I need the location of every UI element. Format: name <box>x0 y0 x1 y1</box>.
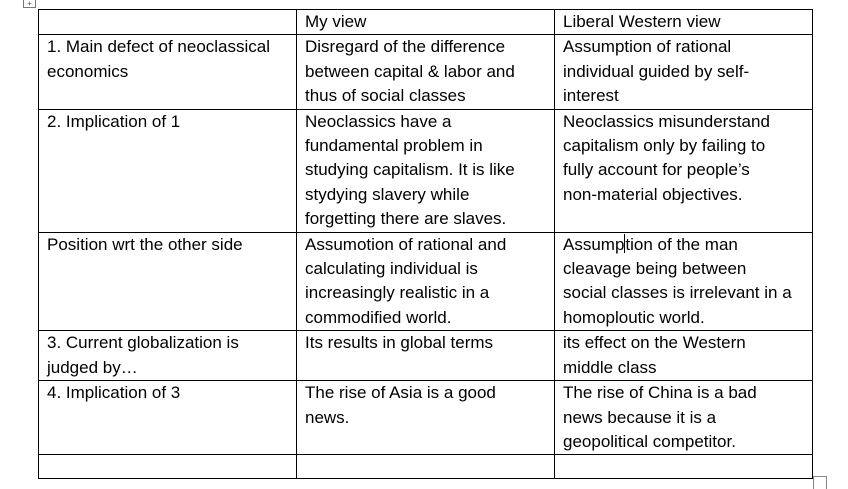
liberal-view-cell[interactable] <box>555 232 813 331</box>
cell-line: fully account for people’s <box>563 160 750 180</box>
cell-line: homoploutic world. <box>563 307 705 327</box>
table-row <box>39 35 813 109</box>
liberal-view-cell[interactable] <box>555 381 813 455</box>
cell-line: forgetting there are slaves. <box>305 209 507 229</box>
cell-line: judged by… <box>47 357 138 377</box>
cell-line: increasingly realistic in a <box>305 283 490 303</box>
row-label-cell[interactable] <box>39 232 297 331</box>
empty-cell[interactable] <box>39 455 297 479</box>
cell-line: stydying slavery while <box>305 184 470 204</box>
cell-line: Disregard of the difference <box>305 37 506 57</box>
table-row <box>39 331 813 381</box>
cell-line: Position wrt the other side <box>47 234 243 254</box>
table-row <box>39 381 813 455</box>
cell-line: interest <box>563 86 619 106</box>
cell-line: Assumotion of rational and <box>305 234 507 254</box>
cell-line: studying capitalism. It is like <box>305 160 515 180</box>
liberal-view-cell[interactable] <box>555 109 813 232</box>
table-resize-handle-icon[interactable] <box>813 476 827 489</box>
cell-line <box>563 233 804 257</box>
table-row <box>39 232 813 331</box>
cell-line: Its results in global terms <box>305 333 494 353</box>
liberal-view-cell[interactable] <box>555 35 813 109</box>
header-cell-liberal-western-view[interactable]: Liberal Western view <box>555 10 813 35</box>
cell-text-segment: Assump <box>563 234 625 254</box>
cell-line: economics <box>47 61 129 81</box>
header-cell-empty[interactable] <box>39 10 297 35</box>
table-row <box>39 109 813 232</box>
cell-line: fundamental problem in <box>305 136 483 156</box>
cell-line: non-material objectives. <box>563 184 743 204</box>
cell-line: calculating individual is <box>305 259 478 279</box>
row-label-cell[interactable] <box>39 35 297 109</box>
row-label-cell[interactable] <box>39 109 297 232</box>
cell-text-segment: tion of the man <box>625 234 738 254</box>
table-move-handle-icon[interactable]: + <box>23 0 36 8</box>
my-view-cell[interactable] <box>297 232 555 331</box>
header-cell-my-view[interactable]: My view <box>297 10 555 35</box>
cell-line: thus of social classes <box>305 86 466 106</box>
cell-line: The rise of Asia is a good <box>305 383 496 403</box>
cell-line: individual guided by self- <box>563 61 750 81</box>
cell-line: news. <box>305 407 350 427</box>
table-header-row <box>39 10 813 35</box>
row-label-cell[interactable] <box>39 331 297 381</box>
cell-line: 3. Current globalization is <box>47 333 239 353</box>
cell-line: commodified world. <box>305 307 452 327</box>
cell-line: 1. Main defect of neoclassical <box>47 37 271 57</box>
cell-line: news because it is a <box>563 407 717 427</box>
cell-line: Assumption of rational <box>563 37 732 57</box>
comparison-table <box>38 9 813 479</box>
cell-line: middle class <box>563 357 657 377</box>
cell-line: geopolitical competitor. <box>563 431 736 451</box>
cell-line: The rise of China is a bad <box>563 383 757 403</box>
cell-line: social classes is irrelevant in a <box>563 283 792 303</box>
cell-line: Neoclassics have a <box>305 111 452 131</box>
cell-line: its effect on the Western <box>563 333 746 353</box>
table-row-empty <box>39 455 813 479</box>
liberal-view-cell[interactable] <box>555 331 813 381</box>
cell-line: Neoclassics misunderstand <box>563 111 770 131</box>
my-view-cell[interactable] <box>297 331 555 381</box>
row-label-cell[interactable] <box>39 381 297 455</box>
empty-cell[interactable] <box>555 455 813 479</box>
cell-line: capitalism only by failing to <box>563 136 766 156</box>
cell-line: between capital & labor and <box>305 61 515 81</box>
my-view-cell[interactable] <box>297 35 555 109</box>
empty-cell[interactable] <box>297 455 555 479</box>
cell-line: 2. Implication of 1 <box>47 111 181 131</box>
cell-line: cleavage being between <box>563 259 747 279</box>
my-view-cell[interactable] <box>297 381 555 455</box>
cell-line: 4. Implication of 3 <box>47 383 181 403</box>
my-view-cell[interactable] <box>297 109 555 232</box>
